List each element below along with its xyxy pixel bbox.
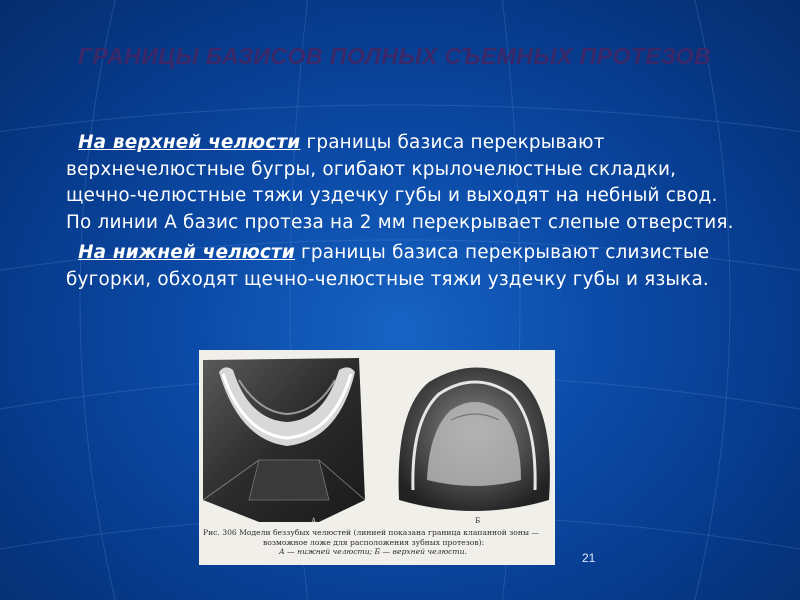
paragraph-upper-jaw — [66, 130, 746, 236]
figure-label-b: Б — [475, 517, 481, 525]
paragraph-lower-jaw — [66, 240, 746, 293]
figure-caption — [203, 528, 555, 557]
upper-jaw-heading: На верхней челюсти — [78, 132, 301, 153]
page-number: 21 — [582, 551, 596, 565]
caption-line-2: возможное ложе для расположения зубных протезов): — [263, 537, 485, 547]
jaw-models-illustration — [199, 350, 555, 528]
slide-title: ГРАНИЦЫ БАЗИСОВ ПОЛНЫХ СЪЕМНЫХ ПРОТЕЗОВ — [78, 43, 712, 69]
figure-label-a: А — [311, 517, 317, 525]
lower-jaw-text: границы базиса перекрывают слизистые бугорки, обходят щечно-челюстные тяжи уздечку губы и языка. — [66, 242, 710, 290]
upper-jaw-text: границы базиса перекрывают верхнечелюстные бугры, огибают крылочелюстные складки, щечно-челюстные тяжи уздечку губы и выходят на небный свод. По линии А базис протеза на 2 мм перекрывает слепые отверстия. — [66, 132, 734, 233]
caption-line-1: Рис. 306 Модели беззубых челюстей (линией показана граница клапанной зоны — — [203, 528, 539, 537]
lower-jaw-heading: На нижней челюсти — [78, 242, 295, 263]
jaw-models-figure — [199, 350, 555, 565]
slide-body — [66, 130, 746, 293]
caption-line-3: А — нижней челюсти; Б — верхней челюсти. — [279, 547, 467, 556]
lower-jaw-model — [203, 358, 365, 522]
